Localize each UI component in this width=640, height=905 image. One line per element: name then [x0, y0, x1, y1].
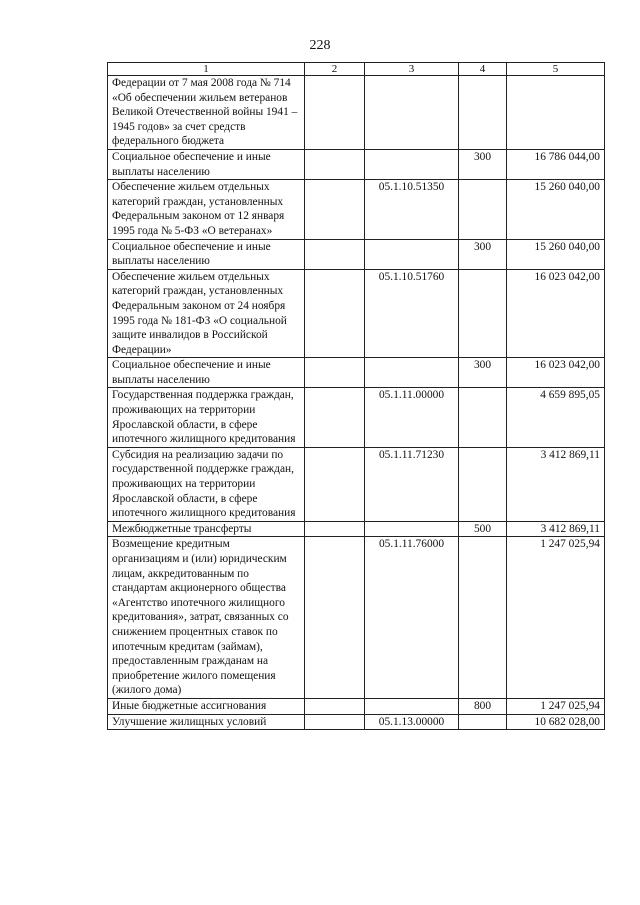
item-name-cell: Улучшение жилищных условий: [108, 714, 305, 730]
expense-type-cell: 300: [459, 239, 507, 269]
expense-type-cell: 300: [459, 149, 507, 179]
expense-type-cell: [459, 537, 507, 699]
target-code-cell: [365, 239, 459, 269]
page-number: 228: [309, 38, 331, 53]
column-2-cell: [305, 447, 365, 521]
target-code-cell: 05.1.11.76000: [365, 537, 459, 699]
column-2-cell: [305, 537, 365, 699]
amount-cell: 15 260 040,00: [507, 180, 605, 239]
column-2-cell: [305, 521, 365, 537]
expense-type-cell: [459, 180, 507, 239]
target-code-cell: 05.1.10.51760: [365, 269, 459, 358]
amount-cell: 1 247 025,94: [507, 698, 605, 714]
column-2-cell: [305, 388, 365, 447]
target-code-cell: 05.1.11.00000: [365, 388, 459, 447]
target-code-cell: [365, 76, 459, 150]
table-row: [108, 447, 605, 521]
expense-type-cell: [459, 76, 507, 150]
table-row: [108, 76, 605, 150]
column-2-cell: [305, 698, 365, 714]
item-name-cell: Межбюджетные трансферты: [108, 521, 305, 537]
column-header: 3: [365, 63, 459, 76]
table-row: [108, 180, 605, 239]
amount-cell: 10 682 028,00: [507, 714, 605, 730]
expense-type-cell: [459, 714, 507, 730]
item-name-cell: Субсидия на реализацию задачи по государственной поддержке граждан, проживающих на территории Ярославской области, в сфере ипотечного жилищного кредитования: [108, 447, 305, 521]
expense-type-cell: [459, 388, 507, 447]
expense-type-cell: 500: [459, 521, 507, 537]
item-name-cell: Социальное обеспечение и иные выплаты населению: [108, 239, 305, 269]
target-code-cell: [365, 358, 459, 388]
amount-cell: 1 247 025,94: [507, 537, 605, 699]
expense-type-cell: [459, 269, 507, 358]
table-row: [108, 388, 605, 447]
table-row: [108, 269, 605, 358]
column-2-cell: [305, 358, 365, 388]
expense-type-cell: 800: [459, 698, 507, 714]
target-code-cell: [365, 149, 459, 179]
item-name-cell: Возмещение кредитным организациям и (или) юридическим лицам, аккредитованным по стандартам акционерного общества «Агентство ипотечного жилищного кредитования», затрат, связанных со снижением процентных ставок по ипотечным кредитам (займам), предоставленным гражданам на приобретение жилого помещения (жилого дома): [108, 537, 305, 699]
expense-type-cell: [459, 447, 507, 521]
target-code-cell: [365, 698, 459, 714]
item-name-cell: Иные бюджетные ассигнования: [108, 698, 305, 714]
amount-cell: 3 412 869,11: [507, 521, 605, 537]
expense-type-cell: 300: [459, 358, 507, 388]
amount-cell: 15 260 040,00: [507, 239, 605, 269]
table-row: [108, 149, 605, 179]
target-code-cell: 05.1.11.71230: [365, 447, 459, 521]
column-2-cell: [305, 76, 365, 150]
item-name-cell: Социальное обеспечение и иные выплаты населению: [108, 149, 305, 179]
table-header-row: [108, 63, 605, 76]
column-2-cell: [305, 269, 365, 358]
table-row: [108, 239, 605, 269]
table-row: [108, 714, 605, 730]
amount-cell: 3 412 869,11: [507, 447, 605, 521]
column-header: 1: [108, 63, 305, 76]
item-name-cell: Социальное обеспечение и иные выплаты населению: [108, 358, 305, 388]
target-code-cell: [365, 521, 459, 537]
amount-cell: [507, 76, 605, 150]
column-header: 2: [305, 63, 365, 76]
table-row: [108, 358, 605, 388]
amount-cell: 4 659 895,05: [507, 388, 605, 447]
column-2-cell: [305, 239, 365, 269]
item-name-cell: Государственная поддержка граждан, проживающих на территории Ярославской области, в сфере ипотечного жилищного кредитования: [108, 388, 305, 447]
amount-cell: 16 023 042,00: [507, 358, 605, 388]
table-row: [108, 521, 605, 537]
column-header: 5: [507, 63, 605, 76]
item-name-cell: Обеспечение жильем отдельных категорий граждан, установленных Федеральным законом от 12 января 1995 года № 5-ФЗ «О ветеранах»: [108, 180, 305, 239]
column-2-cell: [305, 149, 365, 179]
amount-cell: 16 786 044,00: [507, 149, 605, 179]
target-code-cell: 05.1.13.00000: [365, 714, 459, 730]
item-name-cell: Обеспечение жильем отдельных категорий граждан, установленных Федеральным законом от 24 ноября 1995 года № 181-ФЗ «О социальной защите инвалидов в Российской Федерации»: [108, 269, 305, 358]
target-code-cell: 05.1.10.51350: [365, 180, 459, 239]
table-row: [108, 537, 605, 699]
amount-cell: 16 023 042,00: [507, 269, 605, 358]
item-name-cell: Федерации от 7 мая 2008 года № 714 «Об обеспечении жильем ветеранов Великой Отечественной войны 1941 – 1945 годов» за счет средств федерального бюджета: [108, 76, 305, 150]
table-row: [108, 698, 605, 714]
column-2-cell: [305, 714, 365, 730]
budget-table: [107, 62, 605, 730]
column-header: 4: [459, 63, 507, 76]
column-2-cell: [305, 180, 365, 239]
